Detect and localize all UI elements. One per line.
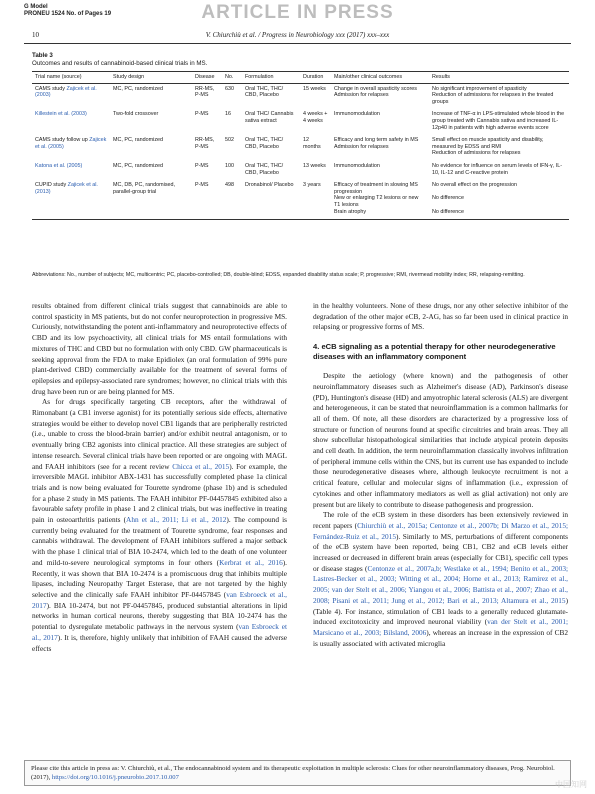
table-caption: Outcomes and results of cannabinoid-based clinical trials in MS. <box>32 60 208 67</box>
paragraph-text: ). For example, the irreversible MAGL inhibitor ABX-1431 has successfully completed phase 1a clinical trials and is now being evaluated for Tourette syndrome (phase 1b) and is scheduled for a phase 2 study in MS patients. The FAAH inhibitor PF-04457845 exhibited also a favourable safety profile in phase 1 and 2 clinical trials, but was ineffective in treating pain in osteoarthritis patients ( <box>32 461 287 525</box>
right-column <box>313 301 568 649</box>
outcomes-cell <box>331 109 429 135</box>
citation-text: Please cite this article in press as: V. Chiurchiù, et al., The endocannabinoid system and its therapeutic exploitation in multiple sclerosis: Clues for other neuroinflammatory diseases, Prog. Neurobiol. (2017), <box>31 765 555 781</box>
outcome-line: Immunomodulation <box>334 162 380 169</box>
outcome-line: Admission for relapses <box>334 143 389 150</box>
paragraph-text: ). Recently, it was shown that BIA 10-2474 is a promiscuous drug that inhibits multiple lipases, including Neuropathy Target Esterase, that are not targeted by the highly selective and the clinically safe FAAH inhibitor PF-04457845 ( <box>32 557 287 599</box>
design-cell: MC, PC, randomized <box>113 162 164 169</box>
trial-name: CAMS study <box>35 85 67 92</box>
journal-line: V. Chiurchiù et al. / Progress in Neurobiology xxx (2017) xxx–xxx <box>205 31 390 39</box>
section-heading: 4. eCB signaling as a potential therapy for other neurodegenerative diseases with an inflammatory component <box>313 342 556 362</box>
formulation-cell: Oral THC/ Cannabis sativa extract <box>245 111 294 124</box>
table-caption-block <box>32 52 207 68</box>
duration-cell: 4 weeks + 4 weeks <box>303 111 328 124</box>
column-header: Study design <box>110 72 192 84</box>
trial-name: CUPID study <box>35 182 68 189</box>
column-header: Duration <box>300 72 331 84</box>
reference-link[interactable]: Kerbrat et al., 2016 <box>219 557 283 567</box>
reference-link[interactable]: Chicca et al., 2015 <box>172 461 230 471</box>
results-cell <box>429 180 569 219</box>
paragraph <box>313 510 568 649</box>
citation-footer <box>24 760 571 786</box>
formulation-cell: Oral THC, THC/ CBD, Placebo <box>245 85 284 99</box>
paragraph-text: ), whereas an increase in the expression of CB2 is usually associated with activated microglia <box>313 627 568 648</box>
doi-link[interactable]: https://doi.org/10.1016/j.pneurobio.2017.10.007 <box>51 774 179 781</box>
reference-link[interactable]: Zajicek et al. (2003) <box>35 85 97 99</box>
table-row <box>32 83 569 109</box>
table-label: Table 3 <box>32 52 53 59</box>
design-cell: MC, DB, PC, randomised, parallel-group trial <box>110 180 192 219</box>
disease-cell: RR-MS, P-MS <box>195 85 215 99</box>
outcome-line: Brain atrophy <box>334 208 367 215</box>
paragraph: in the healthy volunteers. None of these drugs, nor any other selective inhibitor of the degradation of the other major eCB, 2-AG, has so far been used in clinical practice in relapsing or progressive forms of MS. <box>313 301 568 332</box>
column-header: Disease <box>192 72 222 84</box>
table-row <box>32 135 569 161</box>
result-line: No difference <box>432 208 464 215</box>
result-line: Reduction of admissions for relapses in the treated groups <box>432 92 554 105</box>
column-header: Main/other clinical outcomes <box>331 72 429 84</box>
paragraph-text: As for drugs specifically targeting CB receptors, after the withdrawal of Rimonabant (a CB1 inverse agonist) for its potentially serious side effects, alternative strategies would be either to develop novel CB1 ligands that are peripherally restricted (i.e., unable to cross the blood-brain barrier) and/or exhibit neutral antagonism, or to eventually bring CB2 agonists into clinical practice. All these strategies are subject of intense research. Several clinical trials have been reported or are ongoing with MAGL and FAAH inhibitors (see for a recent review <box>32 397 287 471</box>
clinical-trials-table <box>32 71 569 220</box>
article-code: PRONEU 1524 No. of Pages 19 <box>24 11 112 17</box>
trial-cell <box>32 161 110 180</box>
reference-link[interactable]: van der Stelt et al., 2001; Marsicano et al., 2003; Bilsland, 2006 <box>313 617 569 637</box>
design-cell: MC, PC, randomized <box>113 85 164 92</box>
paragraph: Despite the aetiology (where known) and the pathogenesis of other neuroinflammatory diseases such as Alzheimer's disease (AD), Parkinson's disease (PD), Huntington's disease (HD) and amyotrophic lateral sclerosis (ALS) are divergent and heterogeneous, it can be stated that neuroinflammation is a common hallmarks for all of them. Of note, all these disorders are characterized by a progressive loss of structure or function of neurons found at specific circuitries and brain areas. They all show subcellular histopathological similarities that include atypical protein deposits and cell death. In addition, the term neuroinflammation classically involves infiltration of peripheral immune cells within the CNS, but its current use has expanded to include those neurodegenerative diseases where, although leukocyte recruitment is not a critical feature, cellular and molecular signs of inflammation (i.e., expression of cytokines and other inflammatory mediators as well as glial activation) not only are present but are likely to contribute to disease pathogenesis and progression. <box>313 371 568 509</box>
duration-cell: 3 years <box>300 180 331 219</box>
paragraph <box>32 397 287 654</box>
outcomes-cell <box>331 135 429 161</box>
duration-cell: 12 months <box>303 137 321 150</box>
number-cell: 502 <box>225 137 234 144</box>
outcome-line: Efficacy and long term safety in MS <box>334 137 419 144</box>
watermark: 中国知网 <box>555 780 587 789</box>
reference-link[interactable]: Chiurchiù et al., 2015a; Centonze et al., 2007b; Di Marzo et al., 2015; Fernández-Ruiz et al., 2015 <box>313 520 568 541</box>
result-line: No evidence for influence on serum levels of IFN-γ, IL-10, IL-12 and C-reactive protein <box>432 162 563 176</box>
disease-cell: P-MS <box>195 111 209 118</box>
outcome-line: Efficacy of treatment in slowing MS progression <box>334 182 418 195</box>
reference-link[interactable]: Ahn et al., 2011; Li et al., 2012 <box>126 515 227 525</box>
reference-link[interactable]: Centonze et al., 2007a,b; Westlake et al., 1994; Benito et al., 2003; Lastres-Becker et al., 2003; Witting et al., 2004; Horne et al., 2013; Ramirez et al., 2005; van der Stelt et al., 2006; Yiangou et al., 2006; Battista et al., 2007; Zhao et al., 2008; Pisani et al., 2011; Jung et al., 2012; Bari et al., 2013; Altamura et al., 2015 <box>313 563 569 605</box>
duration-cell: 15 weeks <box>303 85 326 92</box>
trial-cell <box>32 180 110 219</box>
disease-cell: P-MS <box>195 162 209 169</box>
results-cell <box>429 135 569 161</box>
reference-link[interactable]: van Esbroeck et al., 2017 <box>32 589 287 610</box>
column-header: No. <box>222 72 242 84</box>
results-cell <box>429 161 569 180</box>
outcome-line: Admission for relapses <box>334 92 389 99</box>
paragraph-text: ). Similarly to MS, perturbations of different components of the eCB system have been reported, being CB1, CB2 and eCB levels either increased or decreased in different brain areas (especially for CB1), specific cell types or disease stages ( <box>313 531 568 573</box>
result-line: Reduction of admissions for relapses <box>432 150 521 157</box>
result-line: Small effect on muscle spasticity and disability, measured by EDSS and RMI <box>432 137 544 150</box>
table-abbreviations: Abbreviations: No., number of subjects; MC, multicentric; PC, placebo-controlled; DB, double-blind; EDSS, expanded disability status scale; P, progressive; RMI, rivermead mobility index; RR, relapsing-remitting. <box>32 272 525 278</box>
formulation-cell: Dronabinol/ Placebo <box>242 180 300 219</box>
result-line: Increase of TNF-α in LPS-stimulated whole blood in the group treated with Cannabis sativa and increased IL-12p40 in patients with high adverse events score <box>432 111 565 131</box>
table-row <box>32 161 569 180</box>
trial-cell <box>32 109 110 135</box>
results-cell <box>429 83 569 109</box>
result-line: No difference <box>432 195 464 202</box>
reference-link[interactable]: Katona et al. (2005) <box>35 162 83 169</box>
paragraph-text: The role of the eCB system in these disorders has been extensively reviewed in recent papers ( <box>313 510 568 530</box>
results-cell <box>429 109 569 135</box>
paragraph-text: ) (Table 4). For instance, stimulation of CB1 leads to a generally reduced glutamate-induced excitotoxicity and improved neuronal viability ( <box>313 595 568 627</box>
paragraph-text: ). BIA 10-2474, but not PF-04457845, produced substantial alterations in lipid networks in human cortical neurons, thereby suggesting that BIA 10-2474 has the potential to dysregulate metabolic pathways in the nervous system ( <box>32 600 287 632</box>
trial-cell <box>32 83 110 109</box>
gmodel-label: G Model <box>24 4 48 10</box>
number-cell: 16 <box>225 111 231 118</box>
outcome-line: Immunomodulation <box>334 111 380 118</box>
disease-cell: P-MS <box>192 180 222 219</box>
running-header <box>24 31 571 44</box>
outcome-line: New or enlarging T2 lesions or new T1 lesions <box>334 195 419 208</box>
formulation-cell: Oral THC, THC/ CBD, Placebo <box>245 137 284 150</box>
column-header: Trial name (source) <box>32 72 110 84</box>
result-line: No significant improvement of spasticity <box>432 85 527 92</box>
outcomes-cell <box>331 180 429 219</box>
result-line <box>432 202 566 209</box>
result-line: No overall effect on the progression <box>432 182 518 189</box>
disease-cell: RR-MS, P-MS <box>195 137 215 150</box>
paragraph: results obtained from different clinical trials suggest that cannabinoids are able to control spasticity in MS patients, but do not confer neuroprotection in progressive MS. Curiously, notwithstanding the potent anti-inflammatory and neuroprotective effects of CBD and its low psychoactivity, all clinical trials for MS entail formulations with mixtures of THC and CBD but no formulation with only CBD. GW pharmaceuticals is seeking approval from the FDA to make Epidiolex (an oral formulation of 99% pure plant-derived CBD) commercially available for the treatment of several forms of epilepsies and epilepsy-associated rare syndromes; however, no clinical trials with this drug have been run or are being planned for MS. <box>32 301 287 396</box>
table-row <box>32 109 569 135</box>
page-number: 10 <box>32 31 39 39</box>
design-cell: Two-fold crossover <box>113 111 159 118</box>
result-line <box>432 189 566 196</box>
reference-link[interactable]: Killestein et al. (2003) <box>35 111 87 118</box>
paragraph-text: ). The compound is currently being evaluated for the treatment of Tourette syndrome, fear responses and cannabis withdrawal. The development of FAAH inhibitors suffered a major setback with the phase 1 clinical trial of BIA 10-2474, which led to the death of one volunteer and mild-to-severe neurological symptoms in four others ( <box>32 515 287 567</box>
outcomes-cell <box>331 161 429 180</box>
article-in-press-banner: ARTICLE IN PRESS <box>201 2 394 23</box>
number-cell: 100 <box>225 162 234 169</box>
reference-link[interactable]: Zajicek et al. (2013) <box>35 182 98 195</box>
outcome-line: Change in overall spasticity scores <box>334 85 417 92</box>
number-cell: 630 <box>225 85 234 92</box>
left-column <box>32 301 287 654</box>
number-cell: 498 <box>222 180 242 219</box>
design-cell: MC, PC, randomized <box>113 137 164 144</box>
reference-link[interactable]: Zajicek et al. (2005) <box>35 137 107 150</box>
formulation-cell: Oral THC, THC/ CBD, Placebo <box>245 162 284 176</box>
reference-link[interactable]: van Esbroeck et al., 2017 <box>32 622 287 642</box>
table-row <box>32 180 569 219</box>
table-header-row <box>32 72 569 84</box>
outcomes-cell <box>331 83 429 109</box>
trial-name: CAMS study follow up <box>35 137 90 144</box>
column-header: Results <box>429 72 569 84</box>
trial-cell <box>32 135 110 161</box>
duration-cell: 13 weeks <box>303 162 326 169</box>
paragraph-text: ). It is, therefore, highly unlikely that inhibition of FAAH caused the adverse effects <box>32 632 287 653</box>
column-header: Formulation <box>242 72 300 84</box>
